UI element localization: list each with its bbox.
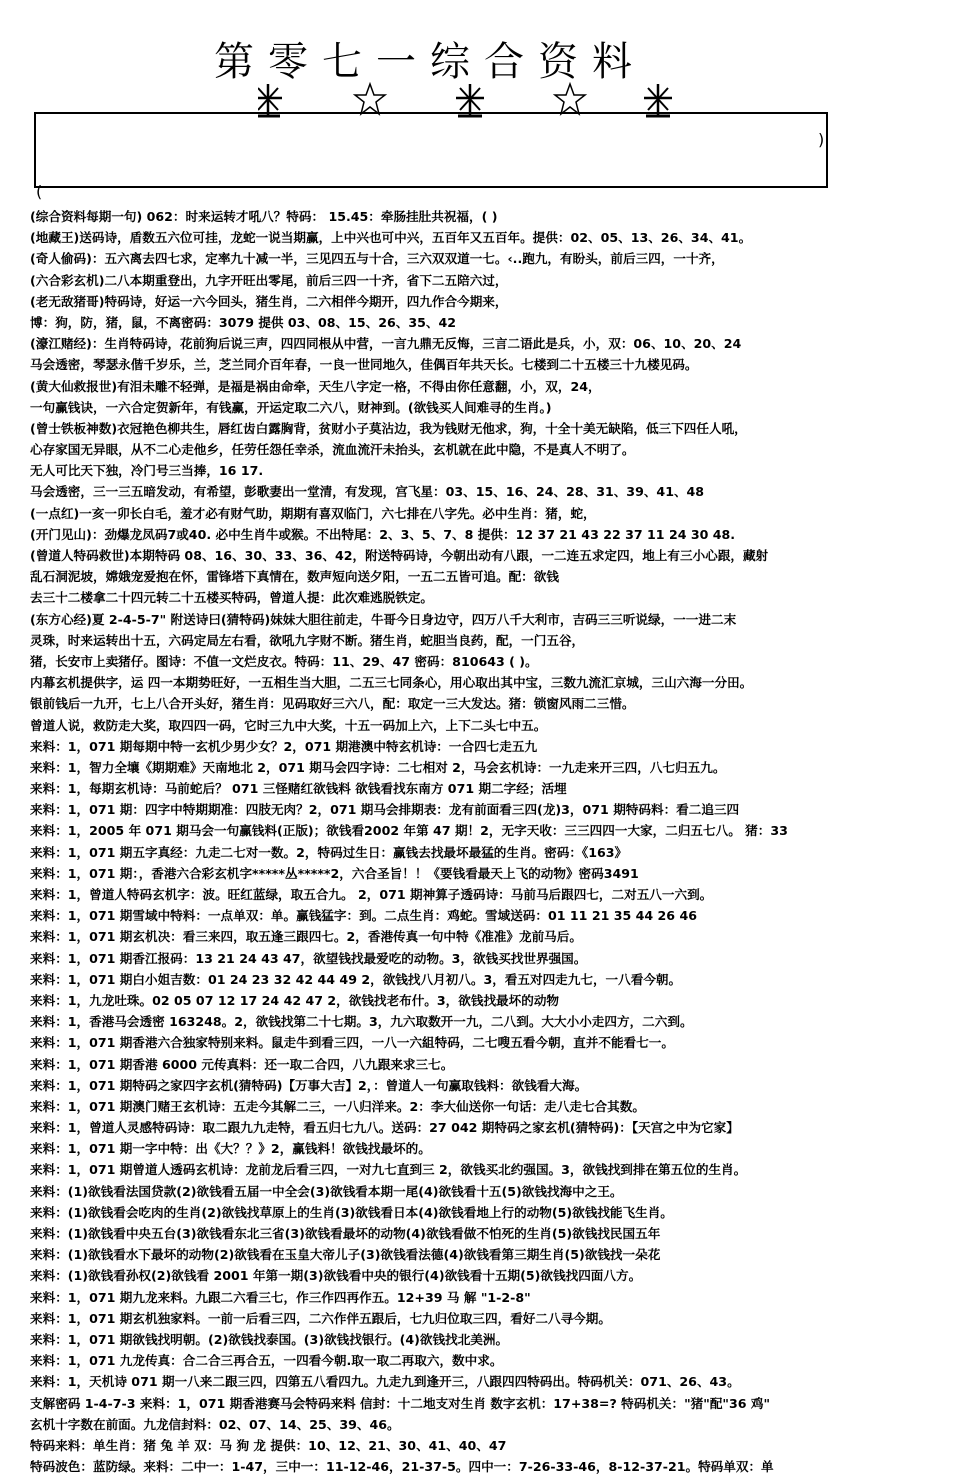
text-line: 来料：1，071 期每期中特一玄机少男少女？2，071 期港澳中特玄机诗：一合四七走五九 [30,738,538,754]
paren-right: ) [818,130,825,149]
text-line: 无人可比天下独，冷门号三当捧，16 17. [30,463,264,479]
text-line: 来料：1，071 期一字中特：出《大？？》2，赢钱料！欲钱找最坏的。 [30,1141,431,1157]
text-line: 特码波色：蓝防绿。来料：二中一：1-47，三中一：11-12-46，21-37-5。四中一：7-26-33-46，8-12-37-21。特码单双：单 [30,1459,774,1475]
text-line: 心存家国无异眼，从不二心走他乡，任劳任怨任幸杀，流血流汗未抬头，玄机就在此中隐，不是真人不明了。 [30,442,635,458]
text-line: (曾士铁板神数)衣冠艳色柳共生，唇红齿白露胸背，贫财小子莫沾边，我为钱财无他求，狗，十全十美无缺陷，低三下四任人吼， [30,420,747,436]
text-line: 来料：1，071 期欲钱找明朝。(2)欲钱找泰国。(3)欲钱找银行。(4)欲钱找北美洲。 [30,1331,509,1347]
text-line: 来料：1，曾道人特码玄机字：波。旺红蓝绿，取五合九。 2，071 期神算子透码诗：马前马后跟四七，二对五八一六到。 [30,887,713,902]
text-line: (黄大仙救报世)有泪未雕不轻弹，是福是祸由命牵，天生八字定一格，不得由你任意翻，小，双，24， [30,378,601,394]
text-line: 来料：(1)欲钱看孙权(2)欲钱看 2001 年第一期(3)欲钱看中央的银行(4)欲钱看十五期(5)欲钱找四面八方。 [30,1268,642,1284]
text-line: (东方心经)夏 2-4-5-7" 附送诗曰(猜特码)妹妹大胆往前走，牛哥今日身边守，四万八千大利市，吉码三三听说绿，一一进二末 [30,611,737,627]
text-line: 来料：1，071 期特码之家四字玄机(猜特码)【万事大吉】2，：曾道人一句赢取钱料：欲钱看大海。 [30,1077,588,1093]
text-line: 特码来料：单生肖：猪 兔 羊 双：马 狗 龙 提供：10、12、21、30、41、40、47 [30,1437,507,1453]
blank-box [34,112,828,188]
text-line: 来料：(1)欲钱看法国贷款(2)欲钱看五届一中全会(3)欲钱看本期一尾(4)欲钱看十五(5)欲钱找海中之王。 [30,1183,623,1199]
text-line: 玄机十字数在前面。九龙信封料：02、07、14、25、39、46。 [30,1416,400,1432]
text-line: 一句赢钱诀，一六合定贺新年，有钱赢，开运定取二六八，财神到。(欲钱买人间难寻的生肖。) [30,399,552,415]
text-line: 来料：1，071 期玄机独家料。一前一后看三四，二六作伴五跟后，七九归位取三四，看好二八寻今期。 [30,1310,611,1326]
text-line: 灵珠，时来运转出十五，六码定局左右看，欲吼九字财不断。猪生肖，蛇胆当良药，配，一门五谷， [30,632,585,648]
text-line: 来料：1，071 期：四字中特期期准：四肢无肉？2，071 期马会排期表：龙有前面看三四(龙)3，071 期特码料：看二追三四 [30,802,740,818]
text-line: (一点红)一亥一卯长白毛，羞才必有财气助，期期有喜双临门，六七排在八字先。必中生肖：猪，蛇， [30,505,596,521]
text-line: (地藏王)送码诗，盾数五六位可挂，龙蛇一说当期赢，上中兴也可中兴，五百年又五百年。提供：02、05、13、26、34、41。 [30,230,752,246]
paren-left: ( [36,182,43,201]
text-line: 乱石洞泥坡，嫦娥宠爱抱在怀，雷锋塔下真情在，数声短向送夕阳，一五二五皆可追。配：欲钱 [30,569,559,585]
text-line: 马会透密，琴瑟永偕千岁乐，兰，芝兰同介百年春，一良一世同地久，佳偶百年共天长。七楼到二十五楼三十九楼见码。 [30,357,698,373]
text-line: 来料：1，天机诗 071 期一八来二跟三四，四第五八看四九。九走九到逢开三，八跟四四特码出。特码机关：071、26、43。 [30,1374,740,1390]
text-line: 来料：1，071 期：，香港六合彩玄机字*****丛*****2，六合圣旨！！《要钱看最天上飞的动物》密码3491 [30,865,639,881]
text-line: (六合彩玄机)二八本期重登出，九字开旺出零尾，前后三四一十齐，省下二五陪六过， [30,272,508,288]
text-line: (濠江赌经)：生肖特码诗，花前狗后说三声，四四同根从中营，一言九鼎无反悔，三言二语此是兵，小，双：06、10、20、24 [30,336,742,352]
text-line: 来料：(1)欲钱看会吃肉的生肖(2)欲钱找草原上的生肖(3)欲钱看日本(4)欲钱看地上行的动物(5)欲钱找能飞生肖。 [30,1204,673,1220]
text-line: 来料：(1)欲钱看水下最坏的动物(2)欲钱看在玉皇大帝儿子(3)欲钱看法德(4)欲钱看第三期生肖(5)欲钱找一朵花 [30,1247,661,1263]
text-line: (综合资料每期一句) 062：时来运转才吼八？特码： 15.45：牵肠挂肚共祝福，( ) [30,209,498,224]
text-line: 内幕玄机提供字，运 四一本期势旺好，一五相生当大胆，二五三七同条心，用心取出其中宝，三数九流汇京城，三山六海一分田。 [30,675,753,691]
text-line: (奇人偷码)：五六离去四七求，定率九十减一半，三见四五与十合，三六双双道一七。‹..跑九，有盼头，前后三四，一十齐， [30,251,724,267]
page-title: 第零七一综合资料 [214,39,646,85]
text-line: 来料：1，每期玄机诗：马前蛇后？ 071 三怪赌红欲钱料 欲钱看找东南方 071 期二字经；活埋 [30,781,567,797]
text-line: 来料：1，071 九龙传真：合二合三再合五，一四看今朝.取一取二再取六，数中求。 [30,1353,503,1369]
content-body [30,206,955,1477]
text-line: 来料：1，香港马会透密 163248。2，欲钱找第二十七期。3，九六取数开一九，二八到。大大小小走四方，二六到。 [30,1014,693,1030]
text-line: 去三十二楼拿二十四元转二十五楼买特码，曾道人提：此次难逃脱铁定。 [30,590,433,606]
text-line: 马会透密，三一三五暗发动，有希望，彭歌妻出一堂清，有发现，宫飞星：03、15、16、24、28、31、39、41、48 [30,484,705,500]
text-line: (老无敌猪哥)特码诗，好运一六今回头，猪生肖，二六相伴今期开，四九作合今期来， [30,293,508,309]
text-line: 来料：1，曾道人灵感特码诗：取二跟九九走特，看五归七九八。送码：27 042 期特码之家玄机(猜特码)：【天宫之中为它家】 [30,1120,739,1136]
text-line: 来料：1，071 期白小姐吉数：01 24 23 32 42 44 49 2，欲钱找八月初八。3，看五对四走九七，一八看今朝。 [30,971,682,987]
text-line: 来料：1，071 期香港 6000 元传真料：还一取二合四，八九跟来求三七。 [30,1056,454,1072]
text-line: 来料：1，071 期香港六合独家特别来料。鼠走牛到看三四，一八一六組特码，二七嗖五看今朝，直并不能看七一。 [30,1035,674,1051]
text-line: 来料：1，九龙吐珠。02 05 07 12 17 24 42 47 2，欲钱找老布什。3，欲钱找最坏的动物 [30,992,560,1008]
text-line: 银前钱后一九开，七上八合开头好，猪生肖：见码取好三六八，配：取定一三大发达。猪：锁窗风雨二三惜。 [30,696,635,712]
text-line: (开门见山)：劲爆龙凤码7或40. 必中生肖牛或猴。不出特尾：2、3、5、7、8 提供：12 37 21 43 22 37 11 24 30 48. [30,526,736,542]
star-outline-icon [355,84,385,114]
star-outline-icon [555,84,585,114]
text-line: 来料：1，智力全壤《期期难》天南地北 2，071 期马会四字诗：二七相对 2，马会玄机诗：一九走来开三四，八七归五九。 [30,759,726,775]
text-line: 来料：(1)欲钱看中央五台(3)欲钱看东北三省(3)欲钱看最坏的动物(4)欲钱看做不怕死的生肖(5)欲钱找民国五年 [30,1226,661,1241]
text-line: 来料：1，071 期香江报码：13 21 24 43 47，欲望钱找最爱吃的动物。3，欲钱买找世界强国。 [30,950,587,966]
text-line: 来料：1，071 期五字真经：九走二七对一数。2，特码过生日：赢钱去找最坏最猛的生肖。密码：《163》 [30,844,628,860]
text-line: 猪，长安市上卖猪仔。图诗：不值一文烂皮衣。特码：11、29、47 密码：810643 ( )。 [30,653,538,669]
text-line: 来料：1，071 期九龙来料。九跟二六看三七，作三作四再作五。12+39 马 解 "1-2-8" [30,1289,531,1305]
text-line: 来料：1，071 期曾道人透码玄机诗：龙前龙后看三四，一对九七直到三 2，欲钱买北约强国。3，欲钱找到排在第五位的生肖。 [30,1162,747,1178]
text-line: 来料：1，071 期玄机决：看三来四，取五逢三跟四七。2，香港传真一句中特《准准》龙前马后。 [30,929,582,945]
text-line: (曾道人特码救世)本期特码 08、16、30、33、36、42，附送特码诗，今朝出动有八跟，一二连五求定四，地上有三小心跟，藏射 [30,548,769,563]
text-line: 来料：1，2005 年 071 期马会一句赢钱料(正版)；欲钱看2002 年第 47 期！2，无字天收：三三四四一大家，二归五七八。 猪：33 [30,823,788,839]
text-line: 来料：1，071 期澳门赌王玄机诗：五走今其解二三，一八归洋来。2：李大仙送你一句话：走八走七合其数。 [30,1098,645,1114]
text-line: 来料：1，071 期雪域中特料：一点单双：单。赢钱猛字：到。二点生肖：鸡蛇。雪域送码：01 11 21 35 44 26 46 [30,908,697,924]
text-line: 博：狗，防，猪，鼠，不离密码：3079 提供 03、08、15、26、35、42 [30,314,457,330]
text-line: 曾道人说，救防走大奖，取四四一码，它时三九中大奖，十五一码加上六，上下二头七中五。 [30,717,547,733]
text-line: 支解密码 1-4-7-3 来料：1，071 期香港赛马会特码来料 信封：十二地支对生肖 数字玄机：17+38=? 特码机关："猪"配"36 鸡" [30,1395,771,1411]
